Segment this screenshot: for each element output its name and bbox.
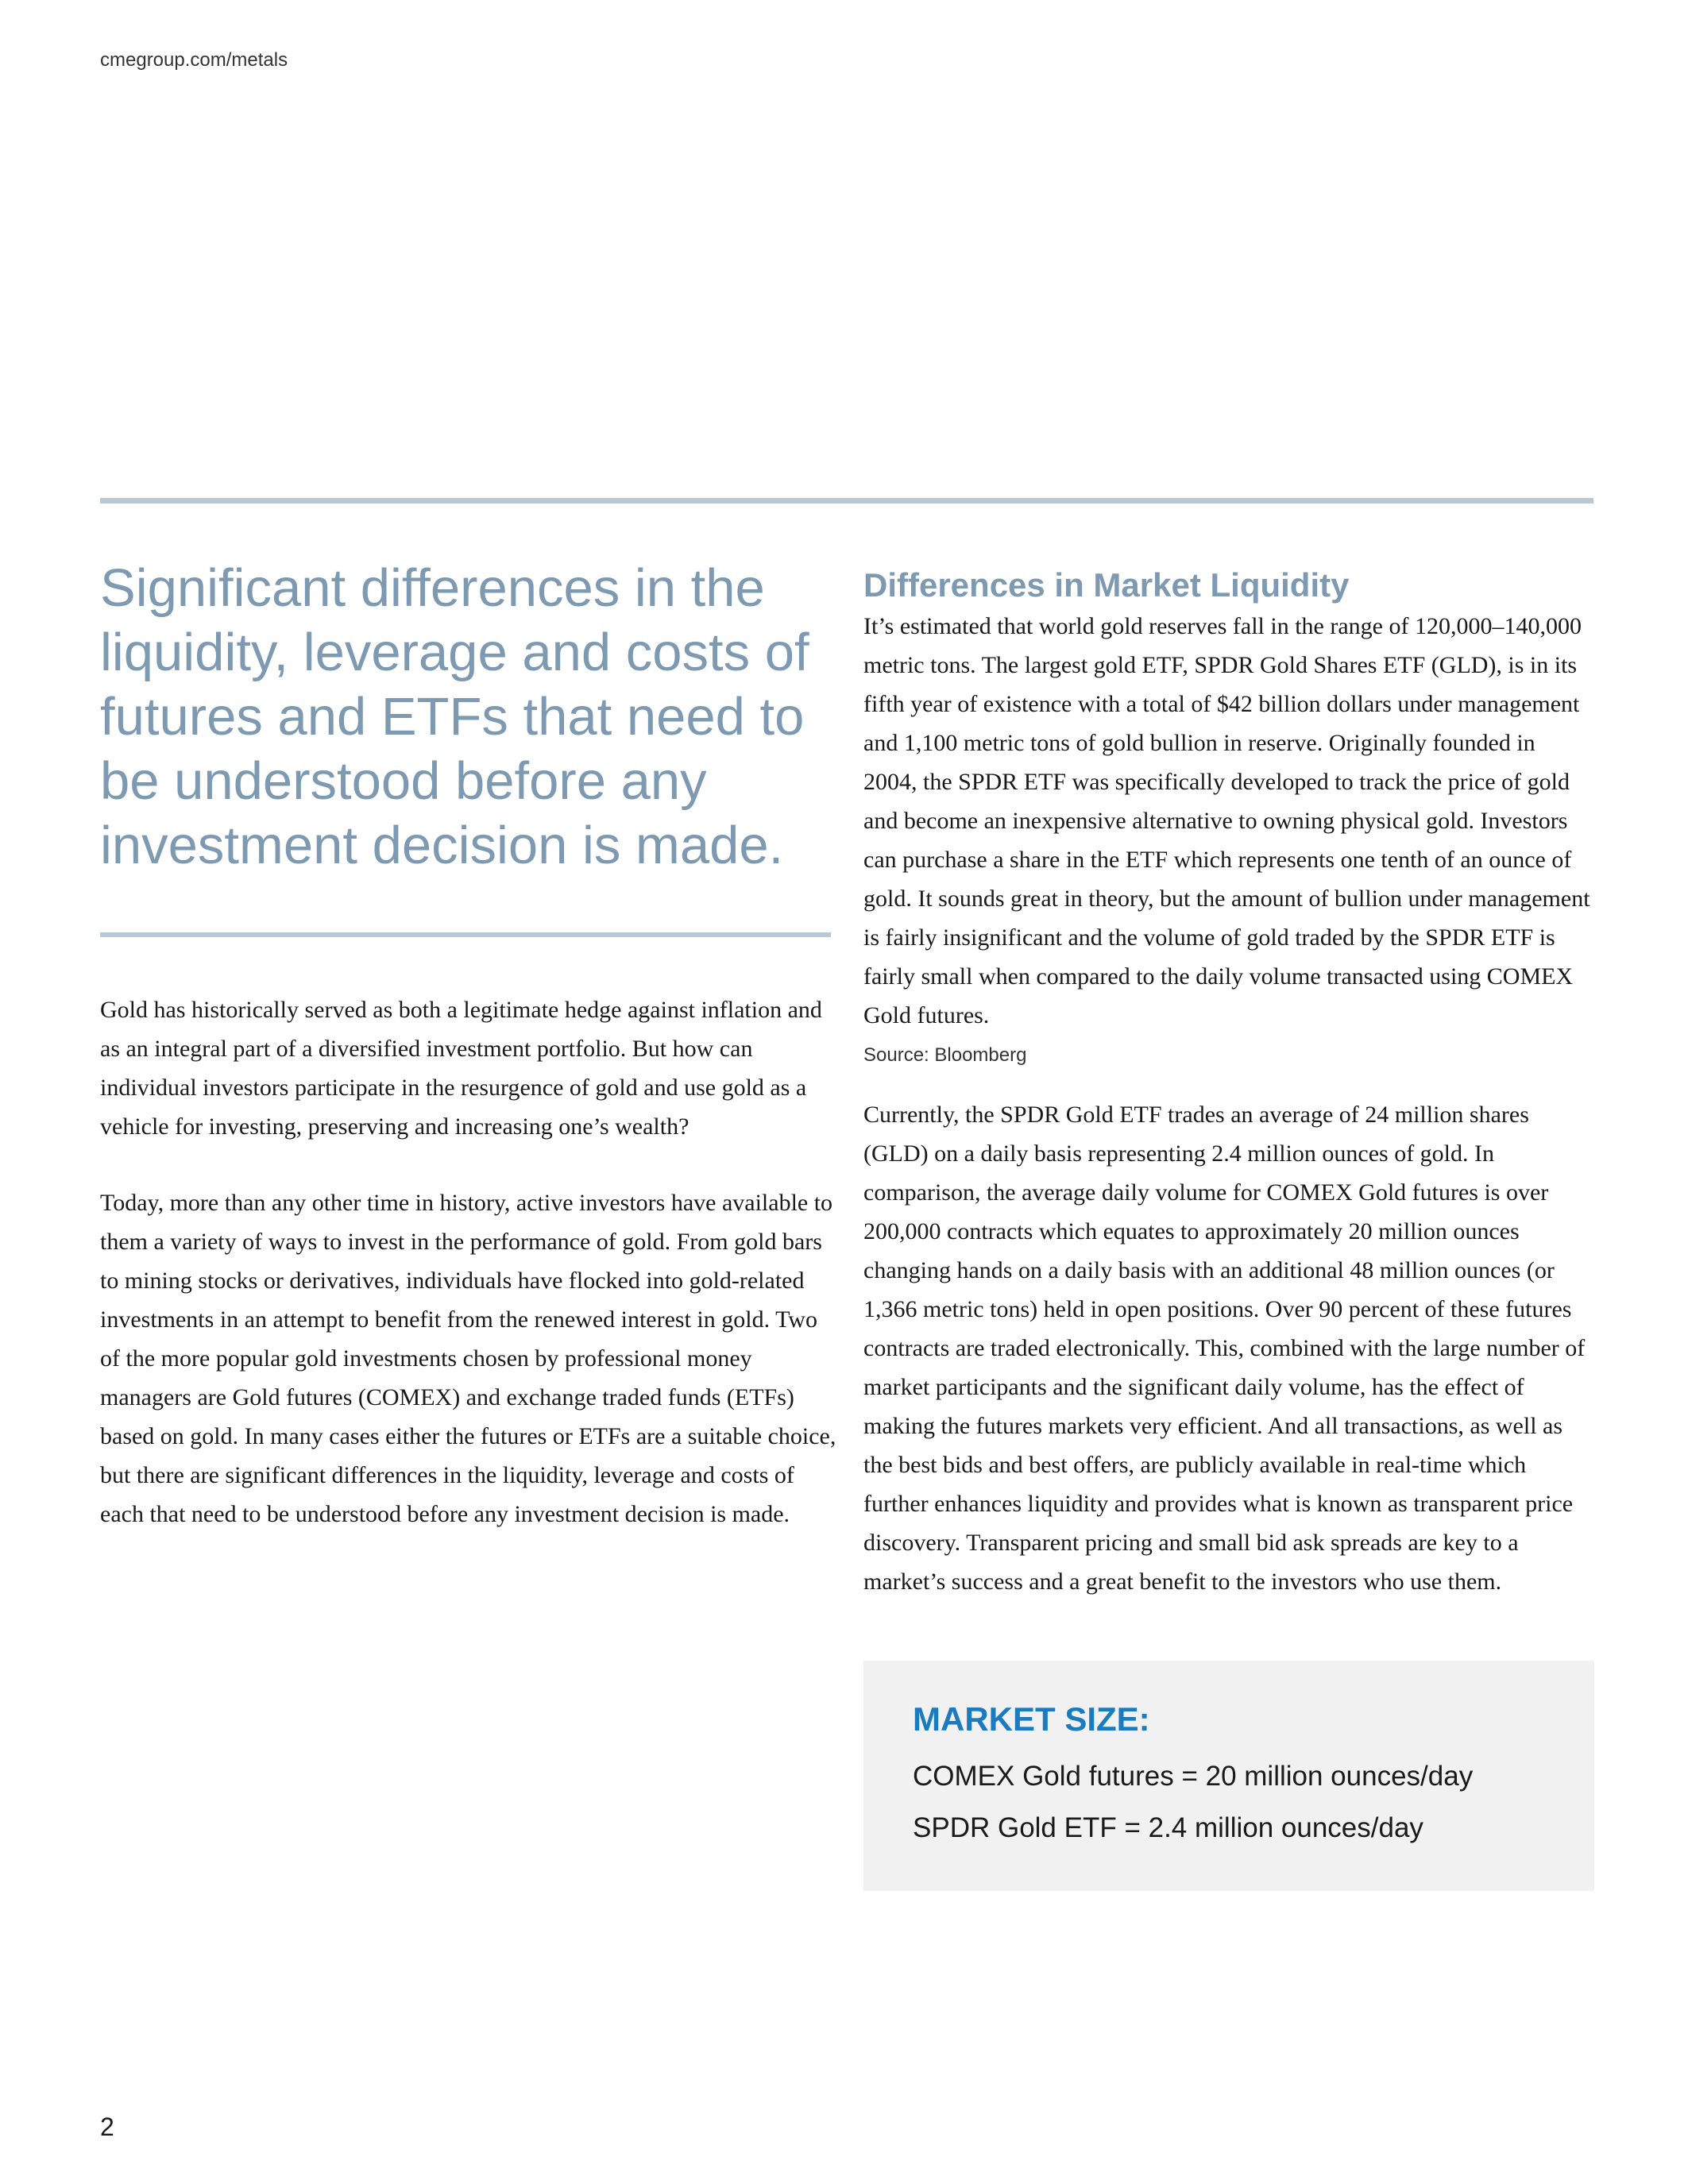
page-number: 2: [100, 2113, 114, 2141]
intro-paragraph: Gold has historically served as both a legitimate hedge against inflation and as an integral part of a diversified investment portfolio. But how can individual investors participate in the resurgence of gold and use gold as a vehicle for investing, preserving and increasing one’s wealth?: [100, 997, 822, 1140]
right-column: [863, 564, 1594, 1601]
source-note: Source: Bloomberg: [863, 1044, 1027, 1066]
callout-title: MARKET SIZE:: [913, 1700, 1150, 1738]
callout-comex-line: COMEX Gold futures = 20 million ounces/day: [913, 1761, 1474, 1792]
body-paragraph: Today, more than any other time in history, active investors have available to them a variety of ways to invest in the performance of gold. From gold bars to mining stocks or derivatives, individuals have flocked into gold-related investments in an attempt to benefit from the renewed interest in gold. Two of the more popular gold investments chosen by professional money managers are Gold futures (COMEX) and exchange traded funds (ETFs) based on gold. In many cases either the futures or ETFs are a suitable choice, but there are significant differences in the liquidity, leverage and costs of each that need to be understood before any investment decision is made.: [100, 1190, 836, 1527]
volume-paragraph: Currently, the SPDR Gold ETF trades an average of 24 million shares (GLD) on a daily basis representing 2.4 million ounces of gold. In comparison, the average daily volume for COMEX Gold futures is over 200,000 contracts which equates to approximately 20 million ounces changing hands on a daily basis with an additional 48 million ounces (or 1,366 metric tons) held in open positions. Over 90 percent of these futures contracts are traded electronically. This, combined with the large number of market participants and the significant daily volume, has the effect of making the futures markets very efficient. And all transactions, as well as the best bids and best offers, are publicly available in real-time which further enhances liquidity and provides what is known as transparent price discovery. Transparent pricing and small bid ask spreads are key to a market’s success and a great benefit to the investors who use them.: [863, 1102, 1586, 1595]
site-url: cmegroup.com/metals: [100, 49, 288, 71]
pull-quote: Significant differences in the liquidity, leverage and costs of futures and ETFs that need to be understood before any investment decision is made.: [100, 558, 809, 875]
callout-spdr-line: SPDR Gold ETF = 2.4 million ounces/day: [913, 1812, 1423, 1843]
market-size-callout: [863, 1661, 1594, 1891]
section-heading: Differences in Market Liquidity: [863, 566, 1350, 604]
top-divider: [100, 498, 1593, 504]
pull-quote-divider: [100, 932, 831, 937]
left-column: [100, 990, 839, 1534]
liquidity-paragraph: It’s estimated that world gold reserves fall in the range of 120,000–140,000 metric tons. The largest gold ETF, SPDR Gold Shares ETF (GLD), is in its fifth year of existence with a total of $42 billion dollars under management and 1,100 metric tons of gold bullion in reserve. Originally founded in 2004, the SPDR ETF was specifically developed to track the price of gold and become an inexpensive alternative to owning physical gold. Investors can purchase a share in the ETF which represents one tenth of an ounce of gold. It sounds great in theory, but the amount of bullion under management is fairly insignificant and the volume of gold traded by the SPDR ETF is fairly small when compared to the daily volume transacted using COMEX Gold futures.: [863, 613, 1590, 1028]
